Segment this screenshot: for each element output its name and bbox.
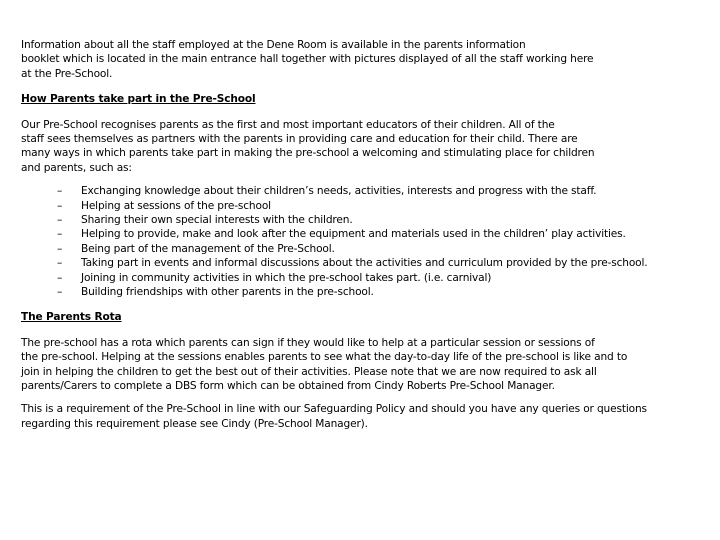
section-heading-parents-take-part: How Parents take part in the Pre-School [21,93,256,106]
list-item-text: Sharing their own special interests with the children. [81,214,353,227]
parents-rota-paragraph [21,336,701,394]
list-item [21,271,701,285]
participation-list [21,184,701,299]
paragraph-line: and parents, such as: [21,161,132,174]
intro-line: booklet which is located in the main entrance hall together with pictures displayed of all the staff working here [21,53,594,66]
list-item [21,256,701,270]
list-item-text: Building friendships with other parents in the pre-school. [81,285,374,298]
paragraph-line: join in helping the children to get the best out of their activities. Please note that we are now required to ask all [21,365,597,378]
intro-line: Information about all the staff employed at the Dene Room is available in the parents information [21,39,526,51]
dash-bullet: – [57,199,63,212]
dash-bullet: – [57,228,63,241]
paragraph-line: This is a requirement of the Pre-School in line with our Safeguarding Policy and should you have any queries or questions [21,403,647,416]
list-item [21,184,701,198]
dash-bullet: – [57,185,63,198]
parents-take-part-paragraph [21,118,701,176]
list-item-text: Taking part in events and informal discussions about the activities and curriculum provided by the pre-school. [81,257,648,270]
intro-paragraph [21,38,701,81]
list-item [21,285,701,299]
paragraph-line: many ways in which parents take part in making the pre-school a welcoming and stimulating place for children [21,147,595,160]
intro-line: at the Pre-School. [21,67,113,80]
safeguarding-paragraph [21,402,701,431]
list-item [21,199,701,213]
list-item-text: Helping at sessions of the pre-school [81,199,271,212]
dash-bullet: – [57,214,63,227]
list-item-text: Joining in community activities in which the pre-school takes part. (i.e. carnival) [81,271,492,284]
paragraph-line: regarding this requirement please see Cindy (Pre-School Manager). [21,417,368,430]
list-item-text: Being part of the management of the Pre-School. [81,242,335,255]
paragraph-line: Our Pre-School recognises parents as the first and most important educators of their children. All of the [21,118,555,131]
dash-bullet: – [57,271,63,284]
paragraph-line: The pre-school has a rota which parents can sign if they would like to help at a particular session or sessions of [21,336,595,349]
paragraph-line: the pre-school. Helping at the sessions enables parents to see what the day-to-day life of the pre-school is like and to [21,351,628,364]
list-item [21,227,701,241]
dash-bullet: – [57,285,63,298]
list-item-text: Helping to provide, make and look after the equipment and materials used in the children’ play activities. [81,228,626,241]
paragraph-line: parents/Carers to complete a DBS form which can be obtained from Cindy Roberts Pre-School Manager. [21,380,555,392]
paragraph-line: staff sees themselves as partners with the parents in providing care and education for their child. There are [21,133,578,146]
list-item [21,242,701,256]
dash-bullet: – [57,242,63,255]
dash-bullet: – [57,257,63,270]
list-item-text: Exchanging knowledge about their children’s needs, activities, interests and progress with the staff. [81,185,597,198]
section-heading-parents-rota: The Parents Rota [21,311,122,324]
document-page [21,38,701,431]
list-item [21,213,701,227]
